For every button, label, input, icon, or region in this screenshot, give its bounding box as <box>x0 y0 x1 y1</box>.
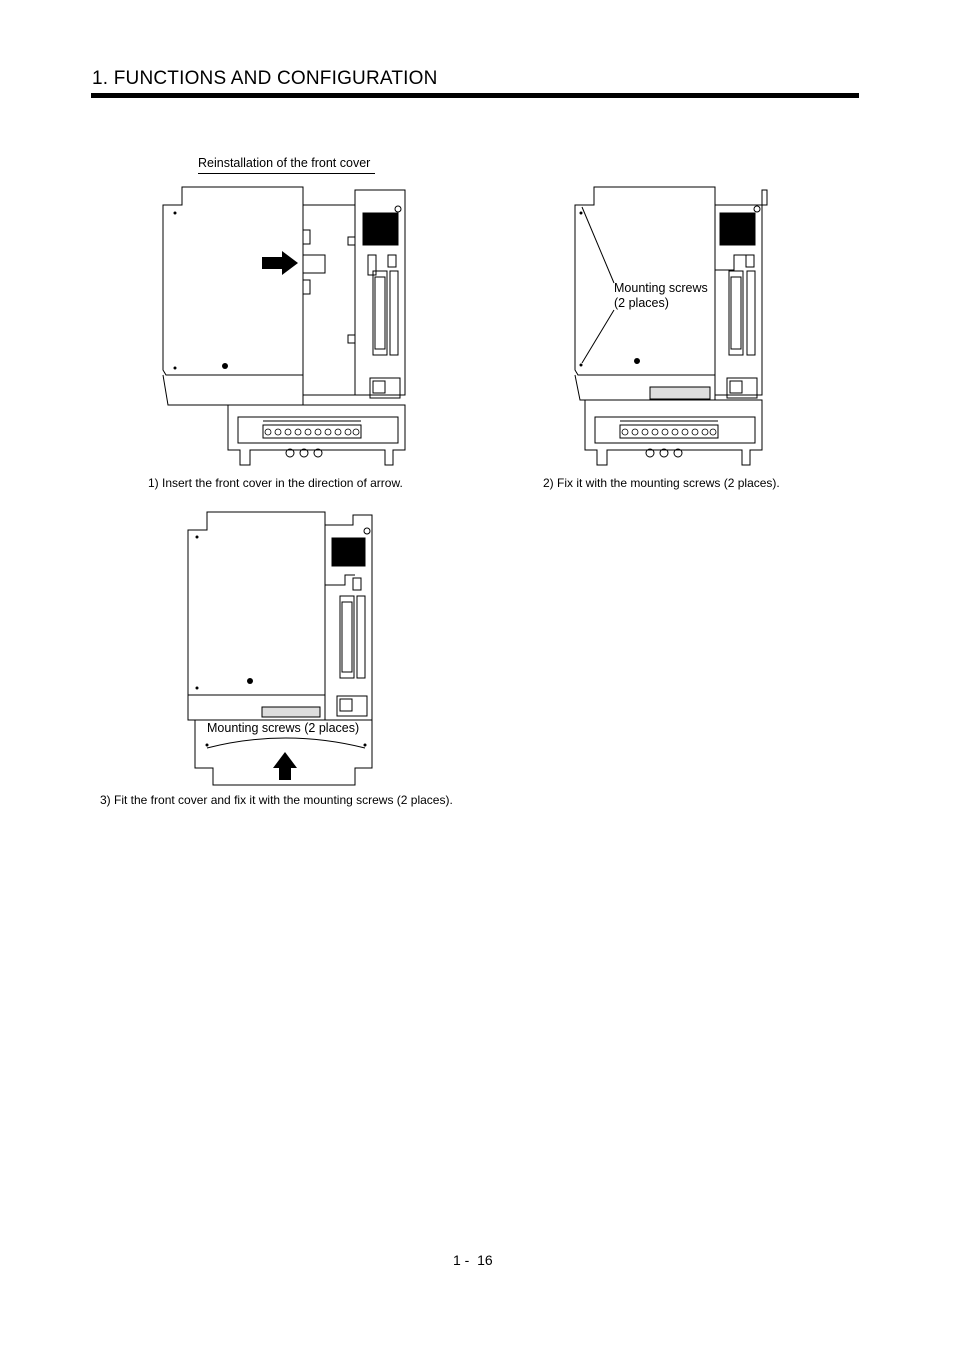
figure-1-caption: 1) Insert the front cover in the direction of arrow. <box>148 476 403 490</box>
figure-3-drawing <box>185 510 380 790</box>
figure-2-label-line1: Mounting screws <box>614 281 708 295</box>
figure-2-label-line2: (2 places) <box>614 296 669 310</box>
section-header-title: 1. FUNCTIONS AND CONFIGURATION <box>92 68 438 89</box>
page-number: 1 - 16 <box>453 1252 493 1268</box>
figure-2-drawing <box>572 185 822 470</box>
figure-1-drawing <box>160 185 410 470</box>
section-title-underline <box>198 173 375 174</box>
figure-3-caption: 3) Fit the front cover and fix it with the mounting screws (2 places). <box>100 793 453 807</box>
header-rule <box>91 93 859 98</box>
figure-2-caption: 2) Fix it with the mounting screws (2 places). <box>543 476 780 490</box>
figure-3-label: Mounting screws (2 places) <box>207 721 360 735</box>
section-title: Reinstallation of the front cover <box>198 156 371 170</box>
